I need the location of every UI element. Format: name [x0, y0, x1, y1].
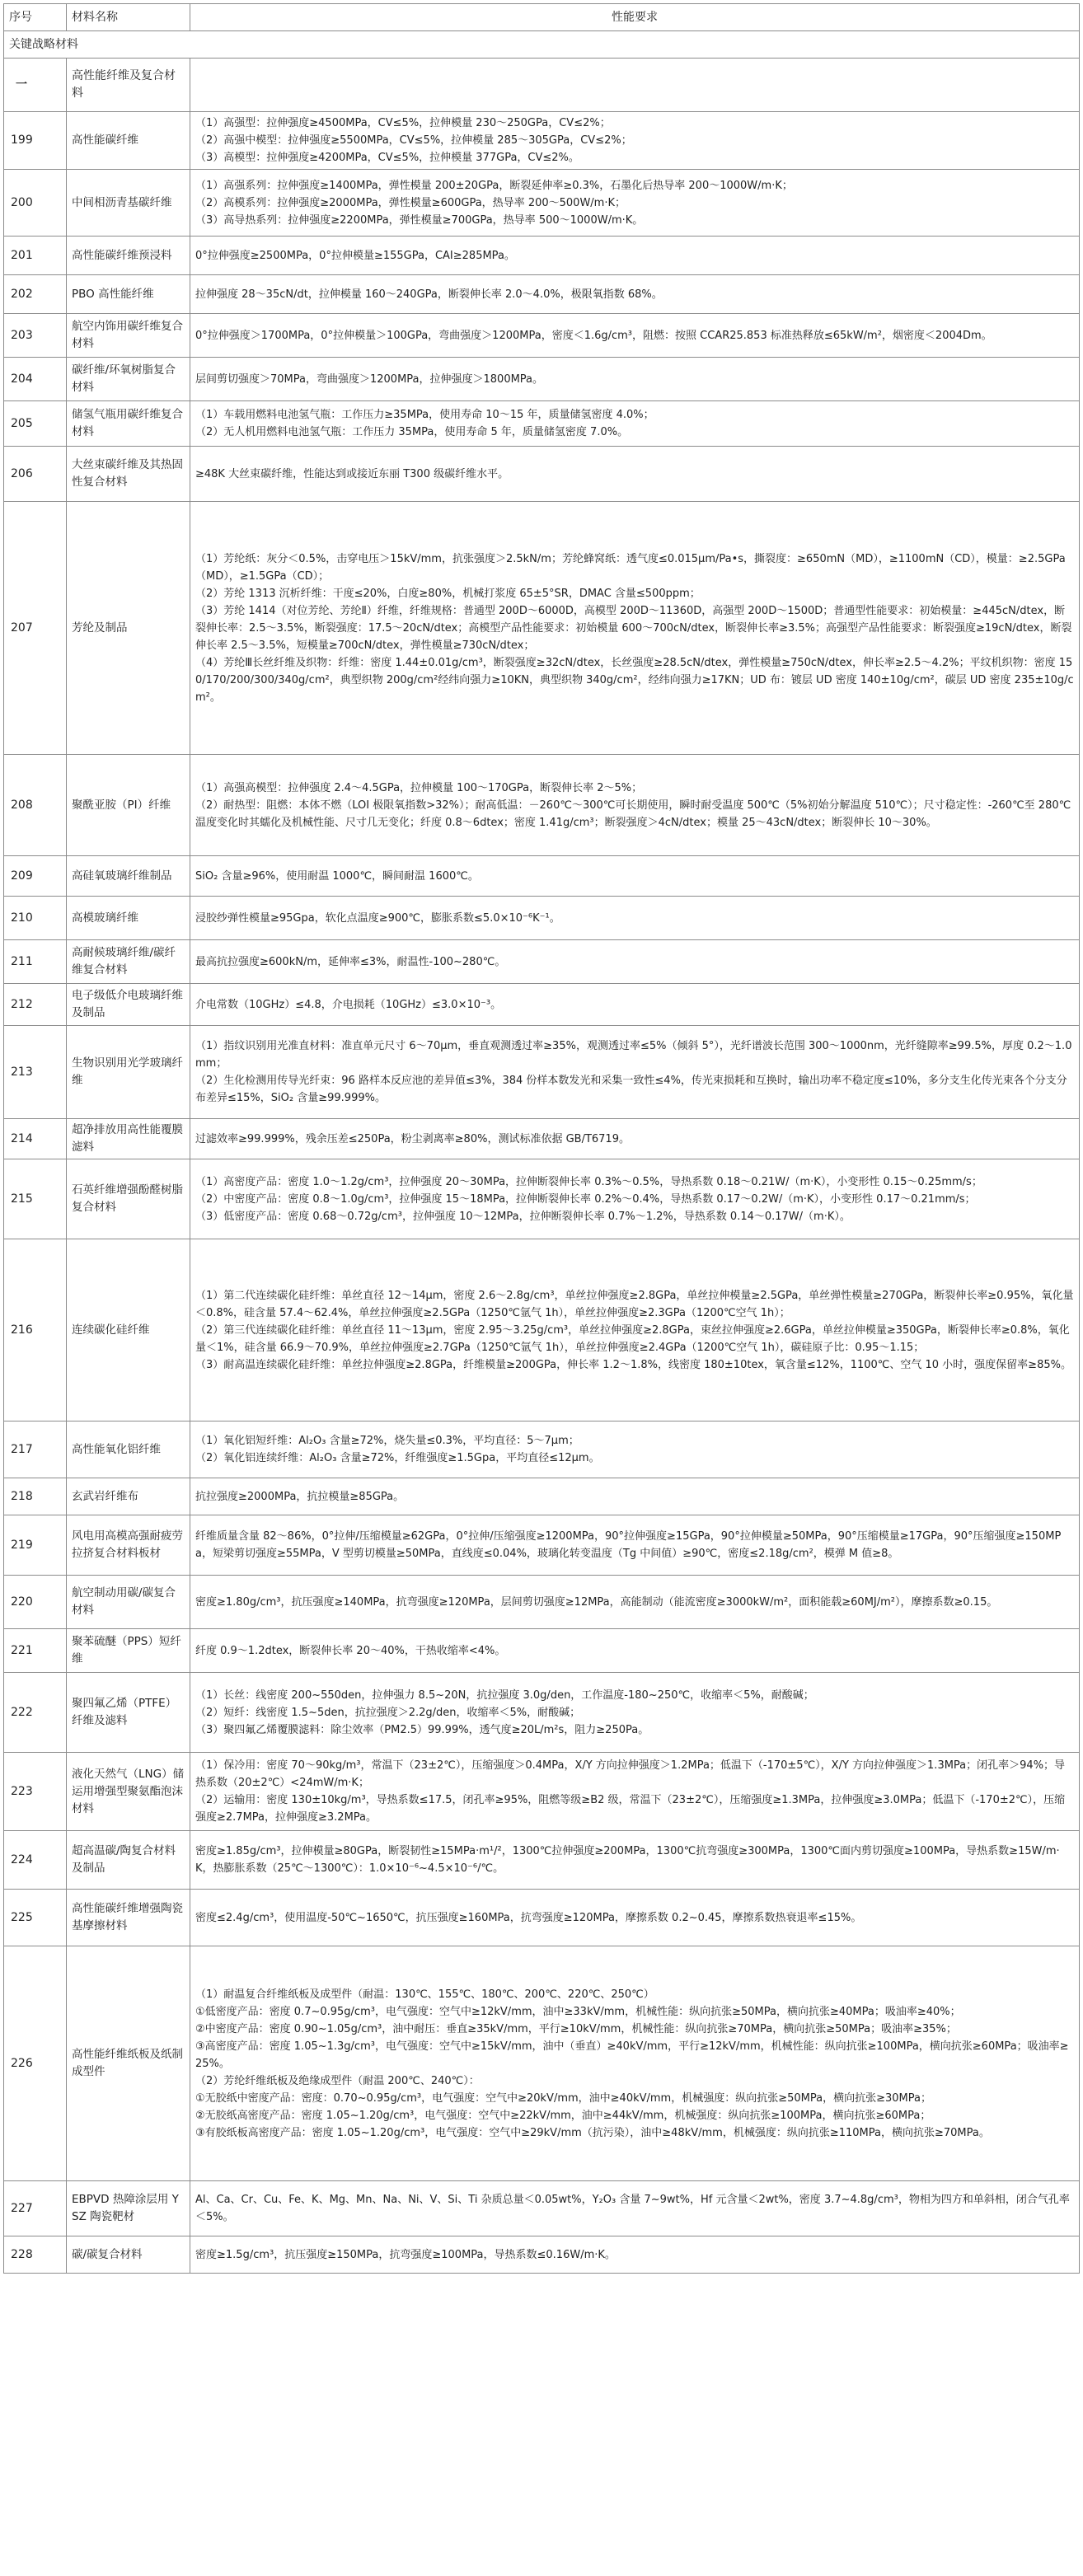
table-row — [4, 897, 1080, 940]
row-performance — [190, 237, 1080, 275]
row-serial: 222 — [4, 1673, 67, 1753]
row-performance — [190, 275, 1080, 314]
performance-line: （2）短纤：线密度 1.5~5den，抗拉强度＞2.2g/den，收缩率＜5%，耐酸碱； — [195, 1706, 581, 1719]
row-performance — [190, 401, 1080, 447]
performance-line: ①低密度产品：密度 0.7~0.95g/cm³，电气强度：空气中≥12kV/mm，油中≥33kV/mm，机械性能：纵向抗张≥50MPa，横向抗张≥40MPa；吸油率≥40%； — [195, 2005, 961, 2018]
row-material-name: 高硅氧玻璃纤维制品 — [67, 856, 190, 897]
performance-line: （2）第三代连续碳化硅纤维：单丝直径 11～13μm，密度 2.95～3.25g/cm³，单丝拉伸强度≥2.8GPa，束丝拉伸强度≥2.6GPa，单丝拉伸模量≥350GPa，断裂伸长率≥0.8%，氧化量＜1%，硅含量 66.9～70.9%，单丝拉伸强度≥2.7GPa（1250℃氩气 1h），单丝拉伸强度≥2.4GPa（1200℃空气 1h），碳硅原子比：0.95～1.15； — [195, 1323, 1070, 1354]
row-performance — [190, 358, 1080, 401]
row-material-name: 连续碳化硅纤维 — [67, 1239, 190, 1421]
row-material-name: 航空内饰用碳纤维复合材料 — [67, 314, 190, 358]
table-row — [4, 275, 1080, 314]
row-serial: 224 — [4, 1831, 67, 1890]
table-row — [4, 940, 1080, 984]
performance-line: （2）生化检测用传导光纤束：96 路样本反应池的差异值≤3%，384 份样本数发光和采集一致性≤4%，传光束损耗和互换时，输出功率不稳定度≤10%，多分支生化传光束各个分支分布差异≤15%，SiO₂ 含量≥99.999%。 — [195, 1075, 1067, 1104]
table-row — [4, 1119, 1080, 1159]
row-serial: 223 — [4, 1753, 67, 1831]
performance-line: ≥48K 大丝束碳纤维，性能达到或接近东丽 T300 级碳纤维水平。 — [195, 467, 509, 480]
row-serial: 227 — [4, 2181, 67, 2236]
row-performance — [190, 1421, 1080, 1478]
table-row — [4, 1673, 1080, 1753]
row-serial: 221 — [4, 1629, 67, 1673]
row-material-name: 碳/碳复合材料 — [67, 2236, 190, 2274]
row-serial: 212 — [4, 984, 67, 1026]
category-name: 高性能纤维及复合材料 — [67, 59, 190, 112]
row-performance — [190, 1629, 1080, 1673]
row-serial: 201 — [4, 237, 67, 275]
row-performance — [190, 1478, 1080, 1515]
performance-line: （1）保冷用：密度 70～90kg/m³，常温下（23±2℃），压缩强度＞0.4MPa，X/Y 方向拉伸强度＞1.2MPa；低温下（-170±5℃），X/Y 方向拉伸强度＞1.3MPa；闭孔率＞94%；导热系数（20±2℃）<24mW/m·K； — [195, 1759, 1066, 1789]
table-row — [4, 314, 1080, 358]
row-performance — [190, 1753, 1080, 1831]
row-performance — [190, 112, 1080, 170]
table-row — [4, 1576, 1080, 1629]
row-serial: 210 — [4, 897, 67, 940]
table-row — [4, 2181, 1080, 2236]
table-row — [4, 1421, 1080, 1478]
row-performance — [190, 1239, 1080, 1421]
row-material-name: 高性能碳纤维预浸料 — [67, 237, 190, 275]
table-row — [4, 2236, 1080, 2274]
table-row — [4, 1515, 1080, 1576]
row-performance — [190, 1576, 1080, 1629]
performance-line: （2）芳纶纤维纸板及绝缘成型件（耐温 200℃、240℃）： — [195, 2074, 480, 2087]
performance-line: 密度≤2.4g/cm³，使用温度-50℃~1650℃，抗压强度≥160MPa，抗弯强度≥120MPa，摩擦系数 0.2~0.45，摩擦系数热衰退率≤15%。 — [195, 1911, 862, 1924]
table-row — [4, 170, 1080, 237]
row-serial: 211 — [4, 940, 67, 984]
row-serial: 228 — [4, 2236, 67, 2274]
performance-line: （1）长丝：线密度 200~550den，拉伸强力 8.5~20N，抗拉强度 3.0g/den，工作温度-180~250℃，收缩率＜5%，耐酸碱； — [195, 1688, 814, 1702]
table-row — [4, 856, 1080, 897]
row-material-name: 生物识别用光学玻璃纤维 — [67, 1026, 190, 1119]
performance-line: ①无胶纸中密度产品：密度：0.70~0.95g/cm³，电气强度：空气中≥20kV/mm，油中≥40kV/mm，机械强度：纵向抗张≥50MPa，横向抗张≥30MPa； — [195, 2091, 931, 2105]
row-material-name: 芳纶及制品 — [67, 502, 190, 755]
table-row — [4, 1239, 1080, 1421]
row-performance — [190, 314, 1080, 358]
performance-line: （4）芳纶Ⅲ长丝纤维及织物：纤维：密度 1.44±0.01g/cm³，断裂强度≥32cN/dtex，长丝强度≥28.5cN/dtex，弹性模量≥750cN/dtex，伸长率≥2.5～4.2%；平纹机织物：密度 150/170/200/300/340g/cm²，典型织物 200g/cm²经纬向强力≥10KN，典型织物 340g/cm²，经纬向强力≥17KN；UD 布：镀层 UD 密度 140±10g/cm²，碳层 UD 密度 235±10g/cm²。 — [195, 656, 1074, 704]
row-serial: 199 — [4, 112, 67, 170]
performance-line: （2）运输用：密度 130±10kg/m³，导热系数≤17.5，闭孔率≥95%，阻燃等级≥B2 级，常温下（23±2℃），压缩强度≥1.3MPa，拉伸强度≥3.0MPa；低温下（-170±2℃），压缩强度≥2.7MPa，拉伸强度≥3.2MPa。 — [195, 1794, 1066, 1824]
performance-line: 层间剪切强度＞70MPa，弯曲强度＞1200MPa，拉伸强度＞1800MPa。 — [195, 372, 544, 386]
row-performance — [190, 984, 1080, 1026]
row-performance — [190, 170, 1080, 237]
row-serial: 205 — [4, 401, 67, 447]
table-row — [4, 984, 1080, 1026]
row-serial: 218 — [4, 1478, 67, 1515]
header-material-name: 材料名称 — [67, 4, 190, 31]
performance-line: （3）耐高温连续碳化硅纤维：单丝拉伸强度≥2.8GPa，纤维模量≥200GPa，伸长率 1.2～1.8%，线密度 180±10tex，氧含量≤12%，1100℃、空气 10 小时，强度保留率≥85%。 — [195, 1358, 1071, 1371]
row-performance — [190, 1673, 1080, 1753]
materials-table — [3, 3, 1080, 2274]
performance-line: （1）高强型：拉伸强度≥4500MPa，CV≤5%，拉伸模量 230～250GPa，CV≤2%； — [195, 117, 611, 129]
row-performance — [190, 502, 1080, 755]
row-material-name: 储氢气瓶用碳纤维复合材料 — [67, 401, 190, 447]
row-performance — [190, 1026, 1080, 1119]
performance-line: （1）指纹识别用光准直材料：准直单元尺寸 6～70μm，垂直观测透过率≥35%，观测透过率≤5%（倾斜 5°），光纤谱波长范围 300～1000nm，光纤缝隙率≥99.5%，厚度 0.2～1.0mm； — [195, 1040, 1072, 1070]
performance-line: （3）高导热系列：拉伸强度≥2200MPa，弹性模量≥700GPa，热导率 500～1000W/m·K。 — [195, 213, 644, 227]
performance-line: 纤度 0.9～1.2dtex，断裂伸长率 20～40%，干热收缩率<4%。 — [195, 1644, 506, 1657]
table-row — [4, 358, 1080, 401]
performance-line: 拉伸强度 28～35cN/dt，拉伸模量 160～240GPa，断裂伸长率 2.0～4.0%，极限氧指数 68%。 — [195, 288, 663, 301]
table-row — [4, 1831, 1080, 1890]
row-material-name: PBO 高性能纤维 — [67, 275, 190, 314]
row-serial: 207 — [4, 502, 67, 755]
performance-line: （3）高模型：拉伸强度≥4200MPa，CV≤5%，拉伸模量 377GPa，CV≤2%。 — [195, 152, 579, 164]
table-row — [4, 502, 1080, 755]
performance-line: （2）芳纶 1313 沉析纤维：干度≤20%，白度≥80%，机械打浆度 65±5°SR，DMAC 含量≤500ppm； — [195, 587, 701, 600]
performance-line: （2）中密度产品：密度 0.8～1.0g/cm³，拉伸强度 15～18MPa，拉伸断裂伸长率 0.2%～0.4%，导热系数 0.17～0.2W/（m·K），小变形性 0.17～0.21mm/s； — [195, 1192, 976, 1206]
category-empty-cell — [190, 59, 1080, 112]
row-performance — [190, 1515, 1080, 1576]
row-material-name: EBPVD 热障涂层用 YSZ 陶瓷靶材 — [67, 2181, 190, 2236]
table-row — [4, 447, 1080, 502]
row-material-name: 碳纤维/环氧树脂复合材料 — [67, 358, 190, 401]
standards-table-page — [3, 3, 1080, 2274]
table-row — [4, 1478, 1080, 1515]
row-serial: 215 — [4, 1159, 67, 1239]
row-performance — [190, 1890, 1080, 1946]
table-row — [4, 1890, 1080, 1946]
performance-line: Al、Ca、Cr、Cu、Fe、K、Mg、Mn、Na、Ni、V、Si、Ti 杂质总量＜0.05wt%，Y₂O₃ 含量 7~9wt%，Hf 元含量＜2wt%，密度 3.7~4.8g/cm³，物相为四方和单斜相，闭合气孔率＜5%。 — [195, 2194, 1070, 2223]
performance-line: ②无胶纸高密度产品：密度 1.05~1.20g/cm³，电气强度：空气中≥22kV/mm，油中≥44kV/mm，机械强度：纵向抗张≥100MPa，横向抗张≥60MPa； — [195, 2109, 931, 2122]
performance-line: 介电常数（10GHz）≤4.8，介电损耗（10GHz）≤3.0×10⁻³。 — [195, 998, 502, 1011]
header-serial: 序号 — [4, 4, 67, 31]
performance-line: （1）车载用燃料电池氢气瓶：工作压力≥35MPa，使用寿命 10～15 年，质量储氢密度 4.0%； — [195, 409, 654, 421]
performance-line: 浸胶纱弹性模量≥95Gpa，软化点温度≥900℃，膨胀系数≤5.0×10⁻⁶K⁻¹。 — [195, 911, 560, 925]
row-serial: 219 — [4, 1515, 67, 1576]
section-title: 关键战略材料 — [4, 31, 1080, 59]
row-performance — [190, 1946, 1080, 2181]
row-material-name: 玄武岩纤维布 — [67, 1478, 190, 1515]
table-row — [4, 237, 1080, 275]
row-serial: 206 — [4, 447, 67, 502]
performance-line: 0°拉伸强度≥2500MPa，0°拉伸模量≥155GPa，CAI≥285MPa。 — [195, 249, 515, 262]
table-row — [4, 401, 1080, 447]
row-serial: 216 — [4, 1239, 67, 1421]
row-material-name: 超高温碳/陶复合材料及制品 — [67, 1831, 190, 1890]
row-serial: 213 — [4, 1026, 67, 1119]
row-material-name: 中间相沥青基碳纤维 — [67, 170, 190, 237]
table-row — [4, 1629, 1080, 1673]
performance-line: （1）氧化铝短纤维：Al₂O₃ 含量≥72%，烧失量≤0.3%，平均直径：5～7μm； — [195, 1435, 579, 1447]
row-material-name: 大丝束碳纤维及其热固性复合材料 — [67, 447, 190, 502]
performance-line: ②中密度产品：密度 0.90~1.05g/cm³，油中耐压：垂直≥35kV/mm，平行≥10kV/mm，机械性能：纵向抗张≥70MPa，横向抗张≥50MPa；吸油率≥35%； — [195, 2022, 957, 2035]
table-row — [4, 1159, 1080, 1239]
table-row — [4, 1026, 1080, 1119]
row-serial: 204 — [4, 358, 67, 401]
row-performance — [190, 940, 1080, 984]
performance-line: 最高抗拉强度≥600kN/m，延伸率≤3%，耐温性-100~280℃。 — [195, 955, 506, 968]
row-material-name: 风电用高模高强耐疲劳拉挤复合材料板材 — [67, 1515, 190, 1576]
performance-line: ③有胶纸板高密度产品：密度 1.05~1.20g/cm³，电气强度：空气中≥29kV/mm（抗污染），油中≥48kV/mm，机械强度：纵向抗张≥110MPa，横向抗张≥70MPa。 — [195, 2126, 990, 2139]
performance-line: （1）第二代连续碳化硅纤维：单丝直径 12～14μm，密度 2.6～2.8g/cm³，单丝拉伸强度≥2.8GPa，单丝拉伸模量≥2.5GPa，单丝弹性模量≥270GPa，断裂伸长率≥0.95%，氧化量＜0.8%，硅含量 57.4～62.4%，单丝拉伸强度≥2.5GPa（1250℃氩气 1h），单丝拉伸强度≥2.3GPa（1200℃空气 1h）； — [195, 1289, 1074, 1319]
performance-line: （1）高强高模型：拉伸强度 2.4～4.5GPa，拉伸模量 100～170GPa，断裂伸长率 2～5%； — [195, 781, 643, 794]
row-performance — [190, 2236, 1080, 2274]
performance-line: （2）无人机用燃料电池氢气瓶：工作压力 35MPa，使用寿命 5 年，质量储氢密度 7.0%。 — [195, 426, 629, 438]
table-header-row — [4, 4, 1080, 31]
row-serial: 209 — [4, 856, 67, 897]
row-serial: 217 — [4, 1421, 67, 1478]
performance-line: （2）氧化铝连续纤维：Al₂O₃ 含量≥72%，纤维强度≥1.5Gpa，平均直径≤12μm。 — [195, 1452, 600, 1464]
row-performance — [190, 897, 1080, 940]
row-performance — [190, 755, 1080, 856]
category-mark: 一 — [4, 59, 67, 112]
table-row — [4, 112, 1080, 170]
section-row — [4, 31, 1080, 59]
row-material-name: 石英纤维增强酚醛树脂复合材料 — [67, 1159, 190, 1239]
performance-line: 过滤效率≥99.999%，残余压差≤250Pa，粉尘剥离率≥80%，测试标准依据 GB/T6719。 — [195, 1132, 630, 1145]
table-row — [4, 1946, 1080, 2181]
header-performance: 性能要求 — [190, 4, 1080, 31]
row-material-name: 高性能碳纤维增强陶瓷基摩擦材料 — [67, 1890, 190, 1946]
performance-line: （1）耐温复合纤维纸板及成型件（耐温：130℃、155℃、180℃、200℃、220℃、250℃） — [195, 1988, 654, 2001]
performance-line: ③高密度产品：密度 1.05~1.3g/cm³，电气强度：空气中≥15kV/mm，油中（垂直）≥40kV/mm，平行≥12kV/mm，机械性能：纵向抗张≥100MPa，横向抗张≥60MPa；吸油率≥25%。 — [195, 2040, 1069, 2070]
row-performance — [190, 447, 1080, 502]
row-material-name: 超净排放用高性能覆膜滤料 — [67, 1119, 190, 1159]
performance-line: （1）高密度产品：密度 1.0～1.2g/cm³，拉伸强度 20～30MPa，拉伸断裂伸长率 0.3%～0.5%，导热系数 0.18～0.21W/（m·K），小变形性 0.15～0.25mm/s； — [195, 1175, 982, 1188]
row-serial: 220 — [4, 1576, 67, 1629]
row-material-name: 高性能纤维纸板及纸制成型件 — [67, 1946, 190, 2181]
row-serial: 208 — [4, 755, 67, 856]
row-performance — [190, 1159, 1080, 1239]
row-serial: 200 — [4, 170, 67, 237]
row-performance — [190, 2181, 1080, 2236]
performance-line: 0°拉伸强度＞1700MPa，0°拉伸模量＞100GPa，弯曲强度＞1200MPa，密度＜1.6g/cm³，阻燃：按照 CCAR25.853 标准热释放≤65kW/m²，烟密度＜2004Dm。 — [195, 329, 992, 342]
row-material-name: 聚酰亚胺（PI）纤维 — [67, 755, 190, 856]
performance-line: （3）低密度产品：密度 0.68～0.72g/cm³，拉伸强度 10～12MPa，拉伸断裂伸长率 0.7%～1.2%，导热系数 0.14～0.17W/（m·K）。 — [195, 1210, 851, 1223]
row-material-name: 聚四氟乙烯（PTFE）纤维及滤料 — [67, 1673, 190, 1753]
performance-line: 抗拉强度≥2000MPa，抗拉模量≥85GPa。 — [195, 1490, 405, 1503]
performance-line: 纤维质量含量 82～86%，0°拉伸/压缩模量≥62GPa，0°拉伸/压缩强度≥1200MPa，90°拉伸强度≥15GPa，90°拉伸模量≥50MPa，90°压缩模量≥17GPa，90°压缩强度≥150MPa，短梁剪切强度≥55MPa，V 型剪切模量≥50MPa，直线度≤0.04%，玻璃化转变温度（Tg 中间值）≥90℃，密度≤2.18g/cm²，模弹 M 值≥8。 — [195, 1530, 1062, 1560]
performance-line: （1）芳纶纸：灰分＜0.5%，击穿电压＞15kV/mm，抗张强度＞2.5kN/m；芳纶蜂窝纸：透气度≤0.015μm/Pa•s，撕裂度：≥650mN（MD），≥1100mN（CD），模量：≥2.5GPa（MD），≥1.5GPa（CD）； — [195, 552, 1066, 583]
performance-line: SiO₂ 含量≥96%，使用耐温 1000℃，瞬间耐温 1600℃。 — [195, 869, 479, 883]
row-performance — [190, 856, 1080, 897]
row-serial: 225 — [4, 1890, 67, 1946]
row-serial: 226 — [4, 1946, 67, 2181]
row-material-name: 高性能氧化铝纤维 — [67, 1421, 190, 1478]
row-material-name: 高耐候玻璃纤维/碳纤维复合材料 — [67, 940, 190, 984]
performance-line: 密度≥1.5g/cm³，抗压强度≥150MPa，抗弯强度≥100MPa，导热系数≤0.16W/m·K。 — [195, 2248, 616, 2261]
row-performance — [190, 1119, 1080, 1159]
row-material-name: 聚苯硫醚（PPS）短纤维 — [67, 1629, 190, 1673]
table-row — [4, 1753, 1080, 1831]
row-material-name: 航空制动用碳/碳复合材料 — [67, 1576, 190, 1629]
performance-line: （3）聚四氟乙烯覆膜滤料：除尘效率（PM2.5）99.99%，透气度≥20L/m²s，阻力≥250Pa。 — [195, 1723, 649, 1736]
row-performance — [190, 1831, 1080, 1890]
performance-line: 密度≥1.85g/cm³，拉伸模量≥80GPa，断裂韧性≥15MPa·m¹/²，1300℃拉伸强度≥200MPa，1300℃抗弯强度≥300MPa，1300℃面内剪切强度≥100MPa，导热系数≥15W/m·K，热膨胀系数（25℃～1300℃）：1.0×10⁻⁶~4.5×10⁻⁶/℃。 — [195, 1845, 1060, 1875]
table-body — [4, 31, 1080, 2274]
row-material-name: 液化天然气（LNG）储运用增强型聚氨酯泡沫材料 — [67, 1753, 190, 1831]
row-material-name: 高性能碳纤维 — [67, 112, 190, 170]
performance-line: （1）高强系列：拉伸强度≥1400MPa，弹性模量 200±20GPa，断裂延伸率≥0.3%，石墨化后热导率 200～1000W/m·K； — [195, 179, 793, 192]
performance-line: （3）芳纶 1414（对位芳纶、芳纶Ⅱ）纤维，纤维规格：普通型 200D～6000D，高模型 200D～11360D，高强型 200D～1500D；普通型性能要求：初始模量：≥445cN/dtex，断裂伸长率：2.5～3.5%，断裂强度：17.5～20cN/dtex；高模型产品性能要求：初始模量 600～700cN/dtex，断裂伸长率≥3.5%；高强型产品性能要求：断裂强度≥19cN/dtex，断裂伸长率 2.5～3.5%，短模量≥700cN/dtex，弹性模量≥730cN/dtex； — [195, 604, 1072, 652]
row-serial: 203 — [4, 314, 67, 358]
table-row — [4, 755, 1080, 856]
row-material-name: 电子级低介电玻璃纤维及制品 — [67, 984, 190, 1026]
row-material-name: 高模玻璃纤维 — [67, 897, 190, 940]
row-serial: 202 — [4, 275, 67, 314]
row-serial: 214 — [4, 1119, 67, 1159]
performance-line: （2）高模系列：拉伸强度≥2000MPa，弹性模量≥600GPa，热导率 200～500W/m·K； — [195, 196, 626, 209]
performance-line: （2）高强中模型：拉伸强度≥5500MPa，CV≤5%，拉伸模量 285～305GPa，CV≤2%； — [195, 134, 632, 147]
category-row — [4, 59, 1080, 112]
performance-line: （2）耐热型：阻燃：本体不燃（LOI 极限氧指数>32%）；耐高低温：－260℃～300℃可长期使用，瞬时耐受温度 500℃（5%初始分解温度 510℃）；尺寸稳定性：-260℃至 280℃温度变化时其蠕化及机械性能、尺寸几无变化；纤度 0.8～6dtex；密度 1.41g/cm³；断裂强度＞4cN/dtex；模量 25～43cN/dtex；断裂伸长 10～30%。 — [195, 799, 1071, 829]
performance-line: 密度≥1.80g/cm³，抗压强度≥140MPa，抗弯强度≥120MPa，层间剪切强度≥12MPa，高能制动（能流密度≥3000kW/m²，面积能载≥60MJ/m²），摩擦系数≥0.15。 — [195, 1595, 998, 1609]
